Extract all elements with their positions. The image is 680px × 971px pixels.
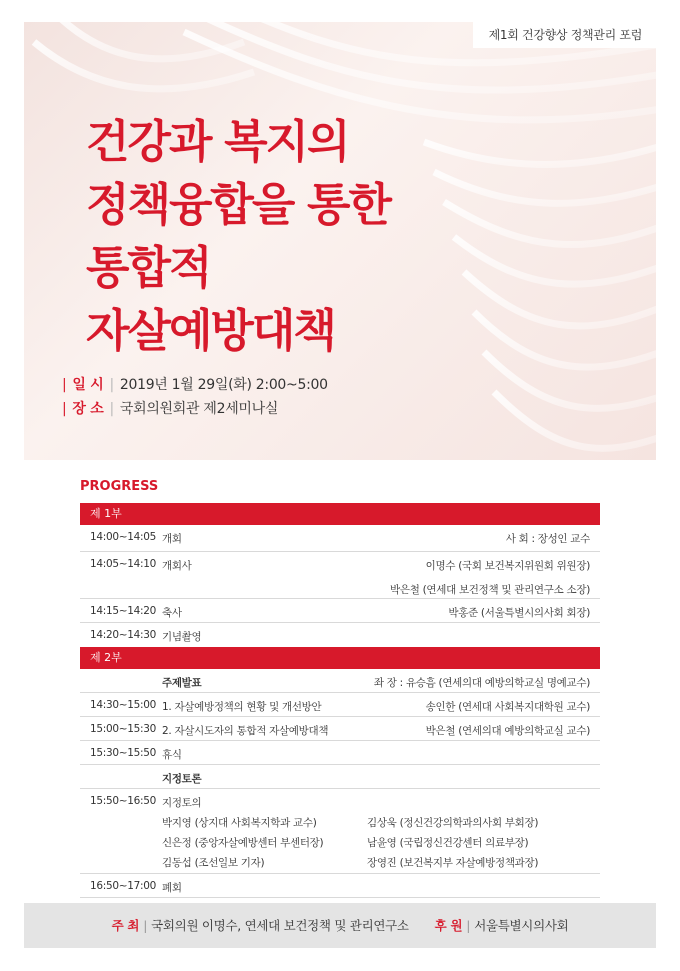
- table-row: [80, 525, 600, 552]
- speaker-name: 송인한 (연세대 사회복지대학원 교수): [425, 701, 590, 713]
- panelist-name: 박지영 (상지대 사회복지학과 교수): [162, 817, 317, 829]
- panelist-name: 장영진 (보건복지부 자살예방정책과장): [367, 857, 539, 869]
- row-event: 휴식: [162, 749, 182, 761]
- speaker-name: 박홍준 (서울특별시의사회 회장): [448, 607, 590, 619]
- part2-header: 제 2부: [80, 647, 600, 669]
- speaker-name: 사 회 : 장성인 교수: [505, 533, 590, 545]
- divider-bar: |: [466, 918, 471, 933]
- discussion-heading: 지정토론: [162, 773, 202, 785]
- row-time: 15:00~15:30: [90, 723, 157, 735]
- title-line: 통합적: [86, 241, 211, 294]
- table-row: [80, 669, 600, 693]
- date-label: 일 시: [72, 377, 104, 393]
- row-event: 지정토의: [162, 797, 202, 809]
- table-row: [80, 623, 600, 647]
- progress-heading: PROGRESS: [80, 479, 159, 494]
- part1-header: 제 1부: [80, 503, 600, 525]
- panelist-name: 신은정 (중앙자살예방센터 부센터장): [162, 837, 324, 849]
- forum-tag: 제1회 건강향상 정책관리 포럼: [473, 22, 656, 48]
- row-time: 14:00~14:05: [90, 531, 157, 543]
- row-time: 16:50~17:00: [90, 880, 157, 892]
- panelist-name: 남윤영 (국립정신건강센터 의료부장): [367, 837, 529, 849]
- presentation-heading: 주제발표: [162, 677, 202, 689]
- row-time: 14:05~14:10: [90, 558, 157, 570]
- divider-bar: |: [62, 377, 67, 393]
- table-row: [80, 789, 600, 874]
- row-event: 기념촬영: [162, 631, 202, 643]
- row-event: 축사: [162, 607, 182, 619]
- table-row: [80, 741, 600, 765]
- table-row: [80, 765, 600, 789]
- row-time: 14:15~14:20: [90, 605, 157, 617]
- hero-banner: [24, 22, 656, 460]
- place-value: 국회의원회관 제2세미나실: [119, 401, 279, 417]
- row-event: 2. 자살시도자의 통합적 자살예방대책: [162, 725, 329, 737]
- host-value: 국회의원 이명수, 연세대 보건정책 및 관리연구소: [151, 918, 409, 933]
- divider-bar: |: [62, 401, 67, 417]
- footer-bar: [24, 903, 656, 948]
- row-event: 개회: [162, 533, 182, 545]
- panelist-name: 김상욱 (정신건강의학과의사회 부회장): [367, 817, 539, 829]
- title-line: 자살예방대책: [86, 304, 335, 357]
- discussion-right: [367, 815, 538, 875]
- row-time: 15:30~15:50: [90, 747, 157, 759]
- place-label: 장 소: [72, 401, 104, 417]
- row-time: 14:20~14:30: [90, 629, 157, 641]
- panelist-name: 김동섭 (조선일보 기자): [162, 857, 265, 869]
- row-event: 1. 자살예방정책의 현황 및 개선방안: [162, 701, 322, 713]
- sponsor-label: 후 원: [434, 918, 463, 933]
- host-label: 주 최: [111, 918, 140, 933]
- speaker-name: 이명수 (국회 보건복지위원회 위원장): [425, 560, 590, 572]
- table-row: [80, 874, 600, 898]
- title-line: 건강과 복지의: [86, 115, 349, 168]
- row-time: 14:30~15:00: [90, 699, 157, 711]
- table-row: [80, 693, 600, 717]
- divider-bar: |: [109, 377, 114, 393]
- event-title: [86, 110, 390, 362]
- speaker-name: 박은철 (연세대 보건정책 및 관리연구소 소장): [390, 584, 590, 596]
- date-value: 2019년 1월 29일(화) 2:00~5:00: [119, 377, 328, 393]
- row-time: 15:50~16:50: [90, 795, 157, 807]
- speaker-name: 박은철 (연세의대 예방의학교실 교수): [425, 725, 590, 737]
- place-info: [62, 398, 278, 418]
- speaker-name: 좌 장 : 유승흠 (연세의대 예방의학교실 명예교수): [373, 677, 590, 689]
- table-row: [80, 552, 600, 599]
- discussion-left: [162, 795, 323, 875]
- divider-bar: |: [143, 918, 148, 933]
- date-info: [62, 374, 328, 394]
- table-row: [80, 599, 600, 623]
- program-table: [80, 503, 600, 898]
- sponsor-value: 서울특별시의사회: [474, 918, 569, 933]
- divider-bar: |: [109, 401, 114, 417]
- row-event: 개회사: [162, 560, 192, 572]
- table-row: [80, 717, 600, 741]
- title-line: 정책융합을 통한: [86, 178, 390, 231]
- row-event: 폐회: [162, 882, 182, 894]
